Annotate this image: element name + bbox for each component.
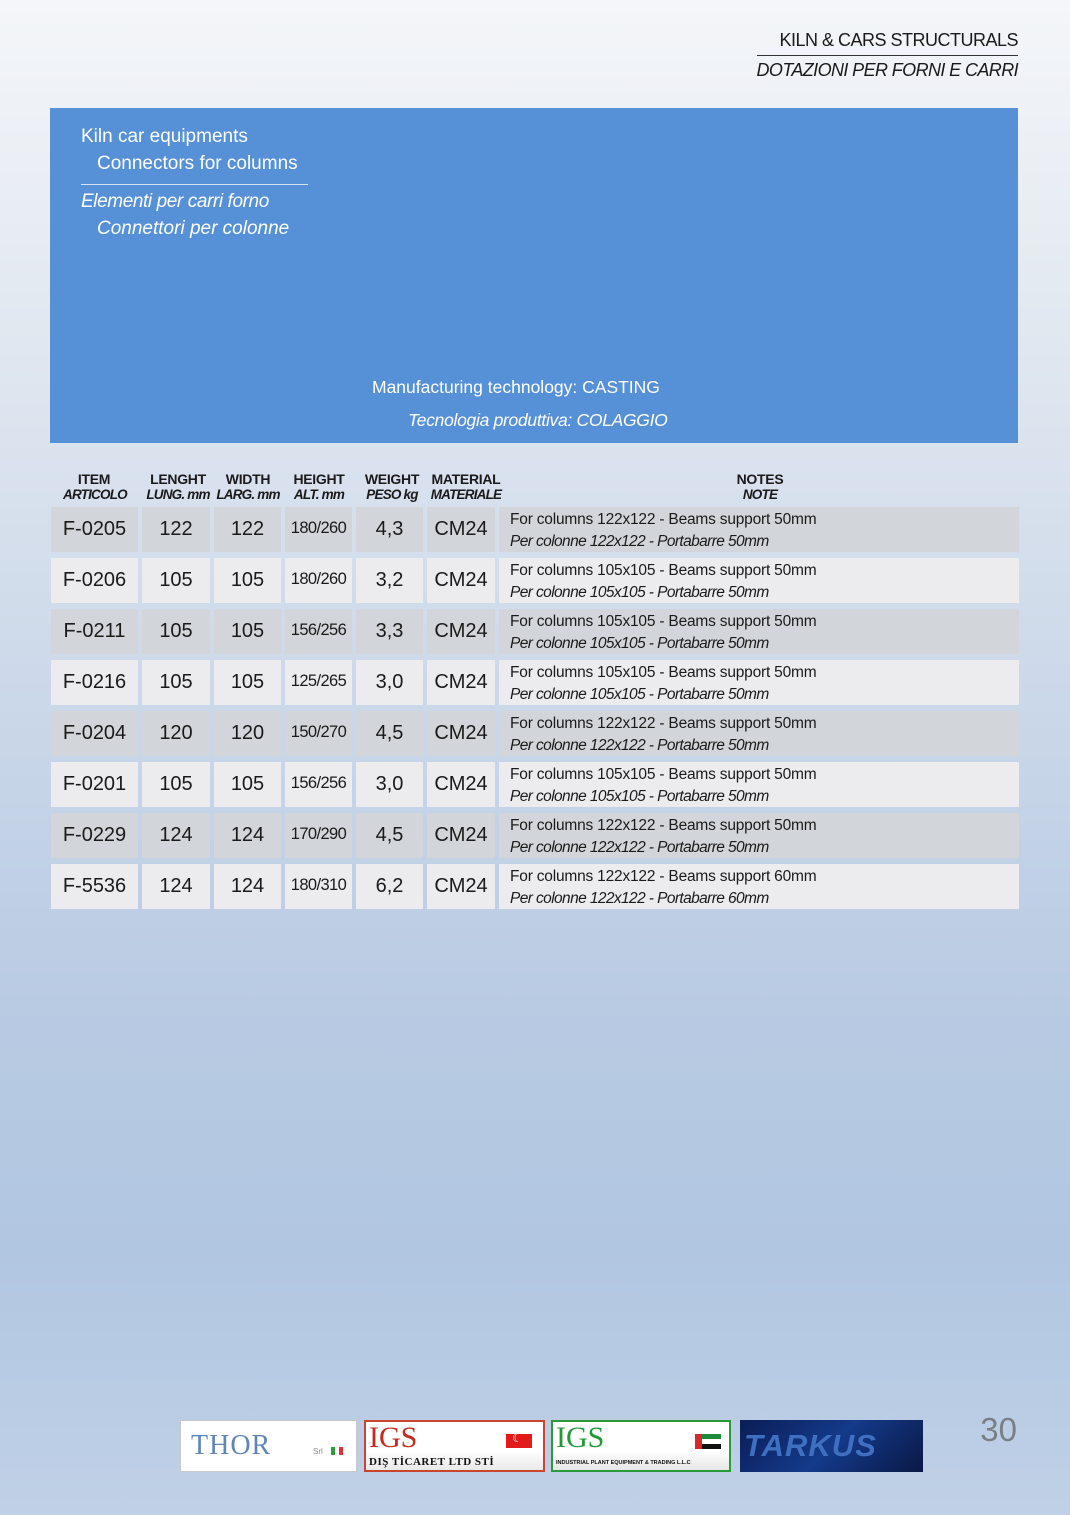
width-cell: 105 xyxy=(214,762,281,807)
table-row xyxy=(51,762,1019,807)
length-cell: 124 xyxy=(142,813,210,858)
length-cell: 105 xyxy=(142,609,210,654)
material-cell: CM24 xyxy=(427,711,495,756)
column-header-length: LENGHT LUNG. mm xyxy=(146,471,210,502)
category-title-en: Kiln car equipments xyxy=(81,126,248,147)
weight-cell: 4,5 xyxy=(356,813,423,858)
material-cell: CM24 xyxy=(427,507,495,552)
table-row xyxy=(51,558,1019,603)
note-en: For columns 122x122 - Beams support 50mm xyxy=(510,817,817,834)
page-number: 30 xyxy=(980,1411,1017,1448)
item-cell: F-0229 xyxy=(51,813,138,858)
notes-cell xyxy=(499,609,1019,654)
notes-cell xyxy=(499,813,1019,858)
product-table xyxy=(51,507,1019,915)
header-title-it: DOTAZIONI PER FORNI E CARRI xyxy=(756,60,1018,80)
item-cell: F-0204 xyxy=(51,711,138,756)
material-cell: CM24 xyxy=(427,558,495,603)
column-header-weight: WEIGHT PESO kg xyxy=(364,471,420,502)
thor-logo: THOR Srl xyxy=(180,1420,357,1472)
height-cell: 156/256 xyxy=(285,609,352,654)
weight-cell: 3,0 xyxy=(356,762,423,807)
material-cell: CM24 xyxy=(427,813,495,858)
column-header-material: MATERIAL MATERIALE xyxy=(430,471,502,502)
item-cell: F-0201 xyxy=(51,762,138,807)
weight-cell: 4,3 xyxy=(356,507,423,552)
note-en: For columns 105x105 - Beams support 50mm xyxy=(510,664,817,681)
item-cell: F-5536 xyxy=(51,864,138,909)
width-cell: 105 xyxy=(214,660,281,705)
technology-en: Manufacturing technology: CASTING xyxy=(372,377,660,397)
notes-cell xyxy=(499,507,1019,552)
note-it: Per colonne 105x105 - Portabarre 50mm xyxy=(510,584,769,601)
note-en: For columns 105x105 - Beams support 50mm xyxy=(510,562,817,579)
note-it: Per colonne 105x105 - Portabarre 50mm xyxy=(510,635,769,652)
width-cell: 105 xyxy=(214,558,281,603)
weight-cell: 3,0 xyxy=(356,660,423,705)
length-cell: 122 xyxy=(142,507,210,552)
length-cell: 124 xyxy=(142,864,210,909)
width-cell: 122 xyxy=(214,507,281,552)
document-header xyxy=(757,30,1018,81)
note-en: For columns 122x122 - Beams support 50mm xyxy=(510,511,817,528)
material-cell: CM24 xyxy=(427,762,495,807)
note-en: For columns 122x122 - Beams support 50mm xyxy=(510,715,817,732)
turkish-flag-icon xyxy=(506,1434,532,1448)
table-row xyxy=(51,711,1019,756)
length-cell: 105 xyxy=(142,660,210,705)
item-cell: F-0206 xyxy=(51,558,138,603)
note-it: Per colonne 122x122 - Portabarre 50mm xyxy=(510,533,769,550)
notes-cell xyxy=(499,864,1019,909)
notes-cell xyxy=(499,660,1019,705)
item-cell: F-0211 xyxy=(51,609,138,654)
table-row xyxy=(51,609,1019,654)
note-it: Per colonne 105x105 - Portabarre 50mm xyxy=(510,686,769,703)
table-row xyxy=(51,813,1019,858)
material-cell: CM24 xyxy=(427,660,495,705)
column-header-item: ITEM ARTICOLO xyxy=(63,471,127,502)
header-title-en: KILN & CARS STRUCTURALS xyxy=(757,30,1018,56)
tarkus-logo: TARKUS xyxy=(740,1420,923,1472)
igs-turkey-logo: IGS DIŞ TİCARET LTD STİ ☾ xyxy=(364,1420,545,1472)
width-cell: 124 xyxy=(214,864,281,909)
length-cell: 105 xyxy=(142,558,210,603)
technology-it: Tecnologia produttiva: COLAGGIO xyxy=(408,410,668,430)
notes-cell xyxy=(499,711,1019,756)
weight-cell: 3,3 xyxy=(356,609,423,654)
table-row xyxy=(51,507,1019,552)
item-cell: F-0205 xyxy=(51,507,138,552)
weight-cell: 6,2 xyxy=(356,864,423,909)
height-cell: 150/270 xyxy=(285,711,352,756)
product-title-it: Connettori per colonne xyxy=(97,218,290,239)
width-cell: 105 xyxy=(214,609,281,654)
category-title-it: Elementi per carri forno xyxy=(81,191,269,212)
igs-uae-logo: IGS INDUSTRIAL PLANT EQUIPMENT & TRADING L.L.C xyxy=(551,1420,731,1472)
material-cell: CM24 xyxy=(427,609,495,654)
italian-flag-icon xyxy=(331,1447,343,1455)
height-cell: 180/260 xyxy=(285,507,352,552)
note-it: Per colonne 105x105 - Portabarre 50mm xyxy=(510,788,769,805)
width-cell: 120 xyxy=(214,711,281,756)
note-en: For columns 105x105 - Beams support 50mm xyxy=(510,766,817,783)
height-cell: 180/260 xyxy=(285,558,352,603)
title-divider xyxy=(81,184,308,185)
length-cell: 105 xyxy=(142,762,210,807)
column-header-height: HEIGHT ALT. mm xyxy=(293,471,345,502)
note-en: For columns 122x122 - Beams support 60mm xyxy=(510,868,817,885)
height-cell: 170/290 xyxy=(285,813,352,858)
height-cell: 125/265 xyxy=(285,660,352,705)
column-header-width: WIDTH LARG. mm xyxy=(216,471,280,502)
length-cell: 120 xyxy=(142,711,210,756)
product-title-en: Connectors for columns xyxy=(97,153,298,174)
width-cell: 124 xyxy=(214,813,281,858)
material-cell: CM24 xyxy=(427,864,495,909)
item-cell: F-0216 xyxy=(51,660,138,705)
note-it: Per colonne 122x122 - Portabarre 50mm xyxy=(510,839,769,856)
column-header-notes: NOTES NOTE xyxy=(736,471,784,502)
height-cell: 180/310 xyxy=(285,864,352,909)
product-panel xyxy=(50,108,1018,443)
weight-cell: 3,2 xyxy=(356,558,423,603)
notes-cell xyxy=(499,762,1019,807)
height-cell: 156/256 xyxy=(285,762,352,807)
table-row xyxy=(51,864,1019,909)
table-row xyxy=(51,660,1019,705)
uae-flag-icon xyxy=(695,1434,721,1449)
note-it: Per colonne 122x122 - Portabarre 60mm xyxy=(510,890,769,907)
note-it: Per colonne 122x122 - Portabarre 50mm xyxy=(510,737,769,754)
note-en: For columns 105x105 - Beams support 50mm xyxy=(510,613,817,630)
notes-cell xyxy=(499,558,1019,603)
weight-cell: 4,5 xyxy=(356,711,423,756)
